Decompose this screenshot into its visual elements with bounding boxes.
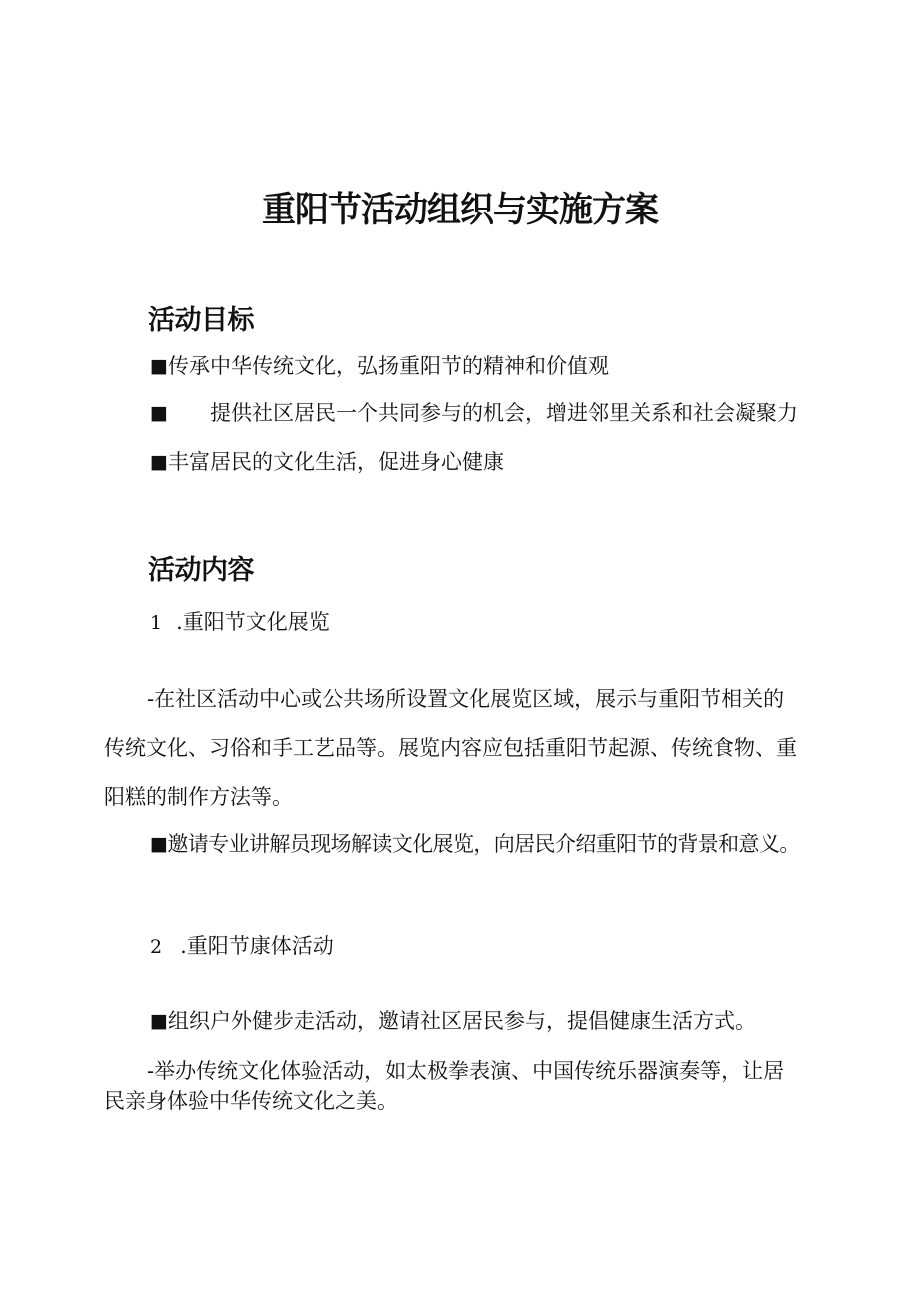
- subsection-2-number: 2: [150, 936, 163, 958]
- subsection-1-title-text: .重阳节文化展览: [176, 610, 330, 634]
- subsection-2-title: [150, 930, 334, 960]
- goal-item-1: [150, 350, 609, 380]
- subsection-1-paragraph-line-1: -在社区活动中心或公共场所设置文化展览区域，展示与重阳节相关的: [147, 687, 785, 711]
- subsection-1-title: [150, 606, 330, 636]
- subsection-2-bullet-text: 组织户外健步走活动，邀请社区居民参与，提倡健康生活方式。: [167, 1009, 756, 1033]
- goal-item-2: [150, 397, 798, 427]
- section-heading-content: 活动内容: [148, 555, 254, 586]
- bullet-square-icon: ■: [150, 355, 168, 377]
- bullet-square-icon: ■: [150, 451, 168, 473]
- subsection-2-title-text: .重阳节康体活动: [180, 934, 334, 958]
- bullet-square-icon: ■: [150, 402, 168, 424]
- subsection-1-paragraph-line-3: 阳糕的制作方法等。: [104, 785, 293, 809]
- subsection-2-paragraph-line-2: 民亲身体验中华传统文化之美。: [104, 1089, 398, 1113]
- subsection-1-bullet-text: 邀请专业讲解员现场解读文化展览，向居民介绍重阳节的背景和意义。: [167, 832, 800, 856]
- goal-item-3-text: 丰富居民的文化生活，促进身心健康: [167, 450, 504, 474]
- document-title: 重阳节活动组织与实施方案: [262, 190, 658, 230]
- subsection-1-paragraph-line-2: 传统文化、习俗和手工艺品等。展览内容应包括重阳节起源、传统食物、重: [104, 736, 797, 760]
- subsection-1-number: 1: [150, 612, 163, 634]
- subsection-2-paragraph-line-1: -举办传统文化体验活动，如太极拳表演、中国传统乐器演奏等，让居: [147, 1059, 785, 1083]
- subsection-1-bullet: [150, 828, 800, 858]
- goal-item-3: [150, 446, 504, 476]
- bullet-square-icon: ■: [150, 833, 168, 855]
- goal-item-1-text: 传承中华传统文化，弘扬重阳节的精神和价值观: [167, 354, 609, 378]
- bullet-square-icon: ■: [150, 1010, 168, 1032]
- goal-item-2-text: 提供社区居民一个共同参与的机会，增进邻里关系和社会凝聚力: [209, 401, 798, 425]
- subsection-2-bullet: [150, 1005, 756, 1035]
- section-heading-goals: 活动目标: [148, 305, 254, 336]
